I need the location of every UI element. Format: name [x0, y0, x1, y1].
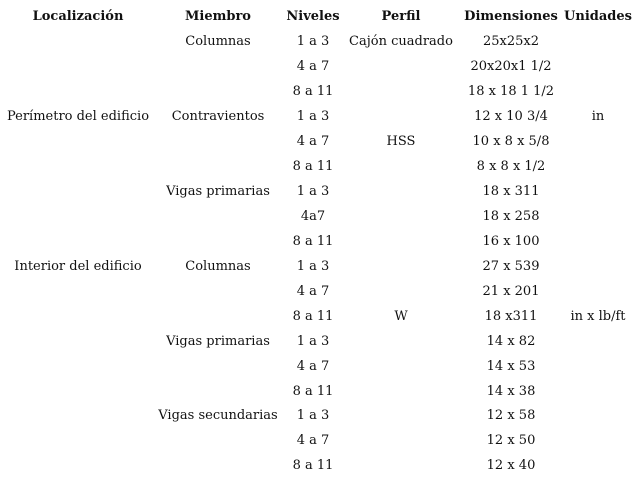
- profile-cajon-cuadrado: Cajón cuadrado: [349, 34, 453, 49]
- location-interior: Interior del edificio: [14, 259, 142, 274]
- level-cell: 8 a 11: [292, 159, 334, 174]
- level-cell: 4 a 7: [296, 284, 330, 299]
- dimension-cell: 8 x 8 x 1/2: [476, 159, 546, 174]
- level-cell: 4 a 7: [296, 433, 330, 448]
- level-cell: 1 a 3: [296, 184, 330, 199]
- member-columnas-interior: Columnas: [185, 259, 251, 274]
- level-cell: 1 a 3: [296, 334, 330, 349]
- dimension-cell: 12 x 58: [486, 408, 536, 423]
- dimension-cell: 12 x 50: [486, 433, 536, 448]
- level-cell: 1 a 3: [296, 109, 330, 124]
- dimension-cell: 27 x 539: [482, 259, 540, 274]
- member-vigas-secundarias: Vigas secundarias: [158, 408, 278, 423]
- member-columnas-perimetro: Columnas: [185, 34, 251, 49]
- dimension-cell: 21 x 201: [482, 284, 540, 299]
- dimension-cell: 18 x311: [484, 309, 538, 324]
- dimension-cell: 25x25x2: [482, 34, 540, 49]
- dimension-cell: 12 x 10 3/4: [474, 109, 548, 124]
- unit-in-lb-ft: in x lb/ft: [570, 309, 626, 324]
- dimension-cell: 14 x 38: [486, 384, 536, 399]
- level-cell: 8 a 11: [292, 384, 334, 399]
- header-localizacion: Localización: [32, 9, 124, 24]
- dimension-cell: 18 x 18 1 1/2: [467, 84, 555, 99]
- member-contravientos: Contravientos: [171, 109, 265, 124]
- header-unidades: Unidades: [564, 9, 632, 24]
- header-dimensiones: Dimensiones: [464, 9, 558, 24]
- header-miembro: Miembro: [185, 9, 251, 24]
- dimension-cell: 18 x 258: [482, 209, 540, 224]
- level-cell: 8 a 11: [292, 84, 334, 99]
- level-cell: 1 a 3: [296, 408, 330, 423]
- level-cell: 4a7: [300, 209, 326, 224]
- profile-w: W: [394, 309, 408, 324]
- header-perfil: Perfil: [381, 9, 421, 24]
- level-cell: 4 a 7: [296, 359, 330, 374]
- dimension-cell: 18 x 311: [482, 184, 540, 199]
- level-cell: 8 a 11: [292, 234, 334, 249]
- level-cell: 1 a 3: [296, 34, 330, 49]
- dimension-cell: 16 x 100: [482, 234, 540, 249]
- unit-in: in: [591, 109, 605, 124]
- dimension-cell: 14 x 82: [486, 334, 536, 349]
- member-vigas-primarias-perimetro: Vigas primarias: [166, 184, 270, 199]
- dimension-cell: 20x20x1 1/2: [470, 59, 552, 74]
- level-cell: 1 a 3: [296, 259, 330, 274]
- member-vigas-primarias-interior: Vigas primarias: [166, 334, 270, 349]
- level-cell: 8 a 11: [292, 309, 334, 324]
- header-niveles: Niveles: [286, 9, 340, 24]
- level-cell: 4 a 7: [296, 59, 330, 74]
- dimension-cell: 14 x 53: [486, 359, 536, 374]
- profile-hss: HSS: [386, 134, 416, 149]
- dimension-cell: 12 x 40: [486, 458, 536, 473]
- location-perimetro: Perímetro del edificio: [6, 109, 150, 124]
- level-cell: 8 a 11: [292, 458, 334, 473]
- dimension-cell: 10 x 8 x 5/8: [472, 134, 550, 149]
- level-cell: 4 a 7: [296, 134, 330, 149]
